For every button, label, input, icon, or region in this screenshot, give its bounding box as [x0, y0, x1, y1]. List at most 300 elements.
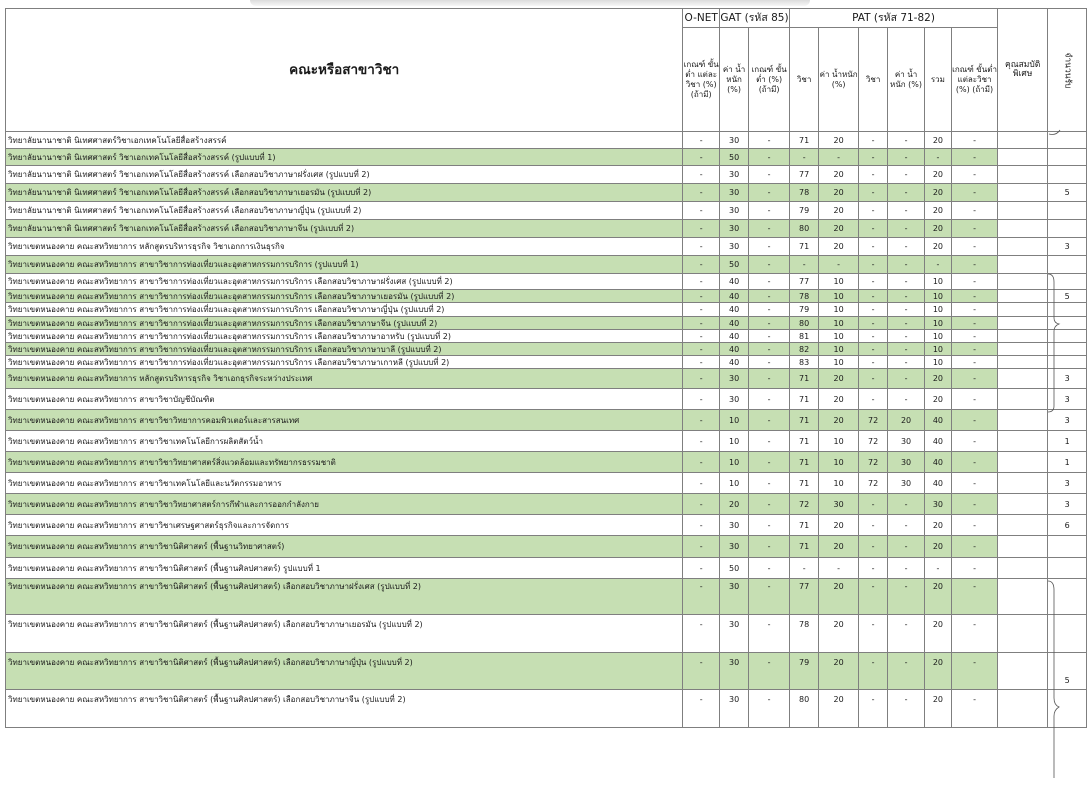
cell-gat-min[interactable]: -: [749, 290, 790, 303]
cell-gat-min[interactable]: -: [749, 184, 790, 202]
cell-pat-min[interactable]: -: [952, 410, 998, 431]
cell-pat-subject-1[interactable]: 71: [790, 410, 819, 431]
cell-pat-weight-1[interactable]: 10: [819, 330, 859, 343]
cell-seats[interactable]: [1048, 690, 1087, 728]
cell-onet-min[interactable]: -: [683, 615, 720, 653]
cell-seats[interactable]: [1048, 615, 1087, 653]
cell-seats[interactable]: [1048, 202, 1087, 220]
cell-gat-min[interactable]: -: [749, 579, 790, 615]
cell-gat-min[interactable]: -: [749, 431, 790, 452]
cell-special[interactable]: [998, 303, 1048, 317]
cell-gat-weight[interactable]: 30: [719, 166, 748, 184]
cell-pat-min[interactable]: -: [952, 515, 998, 536]
cell-onet-min[interactable]: -: [683, 356, 720, 369]
cell-special[interactable]: [998, 290, 1048, 303]
cell-seats[interactable]: [1048, 274, 1087, 290]
cell-gat-weight[interactable]: 40: [719, 317, 748, 330]
cell-gat-min[interactable]: -: [749, 615, 790, 653]
cell-pat-subject-1[interactable]: 78: [790, 290, 819, 303]
cell-gat-weight[interactable]: 40: [719, 274, 748, 290]
cell-pat-total[interactable]: -: [924, 149, 951, 166]
cell-onet-min[interactable]: -: [683, 536, 720, 558]
cell-pat-subject-1[interactable]: -: [790, 558, 819, 579]
cell-pat-total[interactable]: 20: [924, 132, 951, 149]
cell-pat-min[interactable]: -: [952, 473, 998, 494]
cell-pat-subject-2[interactable]: -: [858, 579, 887, 615]
cell-pat-subject-2[interactable]: -: [858, 389, 887, 410]
cell-pat-subject-2[interactable]: -: [858, 494, 887, 515]
cell-onet-min[interactable]: -: [683, 184, 720, 202]
cell-pat-subject-1[interactable]: 78: [790, 615, 819, 653]
cell-special[interactable]: [998, 220, 1048, 238]
cell-pat-total[interactable]: 40: [924, 410, 951, 431]
cell-pat-total[interactable]: 10: [924, 290, 951, 303]
cell-special[interactable]: [998, 149, 1048, 166]
cell-pat-weight-1[interactable]: 20: [819, 536, 859, 558]
cell-gat-min[interactable]: -: [749, 256, 790, 274]
cell-pat-subject-1[interactable]: 71: [790, 473, 819, 494]
cell-pat-subject-1[interactable]: 72: [790, 494, 819, 515]
cell-onet-min[interactable]: -: [683, 166, 720, 184]
cell-gat-weight[interactable]: 30: [719, 536, 748, 558]
cell-pat-subject-2[interactable]: 72: [858, 431, 887, 452]
cell-pat-total[interactable]: 20: [924, 220, 951, 238]
cell-pat-total[interactable]: 20: [924, 690, 951, 728]
cell-special[interactable]: [998, 536, 1048, 558]
cell-pat-subject-2[interactable]: -: [858, 653, 887, 690]
cell-gat-min[interactable]: -: [749, 303, 790, 317]
cell-pat-total[interactable]: 20: [924, 238, 951, 256]
cell-pat-weight-1[interactable]: 20: [819, 653, 859, 690]
cell-gat-weight[interactable]: 40: [719, 303, 748, 317]
cell-pat-weight-2[interactable]: -: [888, 615, 925, 653]
cell-gat-min[interactable]: -: [749, 558, 790, 579]
cell-special[interactable]: [998, 452, 1048, 473]
cell-pat-min[interactable]: -: [952, 343, 998, 356]
cell-special[interactable]: [998, 343, 1048, 356]
cell-pat-weight-2[interactable]: 20: [888, 410, 925, 431]
cell-seats[interactable]: [1048, 132, 1087, 149]
cell-seats[interactable]: 6: [1048, 515, 1087, 536]
cell-pat-subject-2[interactable]: -: [858, 356, 887, 369]
cell-pat-weight-2[interactable]: -: [888, 166, 925, 184]
cell-gat-weight[interactable]: 30: [719, 690, 748, 728]
cell-name[interactable]: วิทยาเขตหนองคาย คณะสหวิทยาการ สาขาวิชาการท่องเที่ยวและอุตสาหกรรมการบริการ เลือกสอบวิชาภาษาเกาหลี (รูปแบบที่ 2): [6, 356, 683, 369]
cell-name[interactable]: วิทยาเขตหนองคาย คณะสหวิทยาการ สาขาวิชานิติศาสตร์ (พื้นฐานวิทยาศาสตร์): [6, 536, 683, 558]
cell-onet-min[interactable]: -: [683, 317, 720, 330]
cell-onet-min[interactable]: -: [683, 238, 720, 256]
cell-gat-min[interactable]: -: [749, 515, 790, 536]
cell-special[interactable]: [998, 389, 1048, 410]
cell-pat-weight-2[interactable]: -: [888, 202, 925, 220]
cell-name[interactable]: วิทยาเขตหนองคาย คณะสหวิทยาการ สาขาวิชานิติศาสตร์ (พื้นฐานศิลปศาสตร์) เลือกสอบวิชาภาษาญี่ปุ่น (รูปแบบที่ 2): [6, 653, 683, 690]
cell-name[interactable]: วิทยาเขตหนองคาย คณะสหวิทยาการ สาขาวิชาเทคโนโลยีการผลิตสัตว์น้ำ: [6, 431, 683, 452]
cell-name[interactable]: วิทยาเขตหนองคาย คณะสหวิทยาการ สาขาวิชาการท่องเที่ยวและอุตสาหกรรมการบริการ เลือกสอบวิชาภาษาญี่ปุ่น (รูปแบบที่ 2): [6, 303, 683, 317]
cell-pat-subject-1[interactable]: 80: [790, 317, 819, 330]
cell-gat-min[interactable]: -: [749, 452, 790, 473]
cell-pat-subject-2[interactable]: -: [858, 238, 887, 256]
cell-seats[interactable]: 3: [1048, 410, 1087, 431]
cell-pat-total[interactable]: 20: [924, 536, 951, 558]
cell-pat-subject-1[interactable]: 78: [790, 184, 819, 202]
cell-pat-total[interactable]: 20: [924, 389, 951, 410]
cell-special[interactable]: [998, 184, 1048, 202]
cell-onet-min[interactable]: -: [683, 410, 720, 431]
cell-pat-min[interactable]: -: [952, 290, 998, 303]
cell-pat-weight-2[interactable]: 30: [888, 452, 925, 473]
cell-pat-subject-2[interactable]: -: [858, 274, 887, 290]
cell-gat-weight[interactable]: 30: [719, 389, 748, 410]
cell-gat-weight[interactable]: 30: [719, 184, 748, 202]
cell-pat-subject-2[interactable]: 72: [858, 410, 887, 431]
cell-name[interactable]: วิทยาเขตหนองคาย คณะสหวิทยาการ สาขาวิชาวิทยาการคอมพิวเตอร์และสารสนเทศ: [6, 410, 683, 431]
cell-onet-min[interactable]: -: [683, 290, 720, 303]
cell-gat-weight[interactable]: 50: [719, 256, 748, 274]
cell-pat-subject-1[interactable]: 79: [790, 303, 819, 317]
cell-pat-total[interactable]: 20: [924, 369, 951, 389]
cell-pat-weight-1[interactable]: 20: [819, 615, 859, 653]
cell-pat-subject-2[interactable]: 72: [858, 473, 887, 494]
cell-pat-weight-1[interactable]: 20: [819, 579, 859, 615]
cell-pat-subject-2[interactable]: -: [858, 220, 887, 238]
cell-pat-subject-2[interactable]: -: [858, 303, 887, 317]
cell-pat-min[interactable]: -: [952, 303, 998, 317]
cell-pat-min[interactable]: -: [952, 690, 998, 728]
cell-name[interactable]: วิทยาเขตหนองคาย คณะสหวิทยาการ สาขาวิชาเทคโนโลยีและนวัตกรรมอาหาร: [6, 473, 683, 494]
cell-gat-weight[interactable]: 30: [719, 238, 748, 256]
cell-gat-min[interactable]: -: [749, 356, 790, 369]
cell-pat-subject-2[interactable]: -: [858, 369, 887, 389]
cell-gat-weight[interactable]: 10: [719, 452, 748, 473]
cell-pat-subject-2[interactable]: -: [858, 202, 887, 220]
cell-pat-total[interactable]: 20: [924, 202, 951, 220]
cell-pat-weight-1[interactable]: 10: [819, 356, 859, 369]
cell-pat-weight-1[interactable]: 20: [819, 220, 859, 238]
cell-pat-weight-2[interactable]: -: [888, 558, 925, 579]
cell-pat-total[interactable]: 20: [924, 515, 951, 536]
cell-pat-min[interactable]: -: [952, 238, 998, 256]
cell-special[interactable]: [998, 330, 1048, 343]
cell-pat-weight-1[interactable]: 20: [819, 166, 859, 184]
cell-pat-subject-1[interactable]: 77: [790, 166, 819, 184]
cell-pat-subject-2[interactable]: -: [858, 184, 887, 202]
cell-gat-min[interactable]: -: [749, 202, 790, 220]
cell-pat-subject-1[interactable]: 81: [790, 330, 819, 343]
cell-pat-total[interactable]: 10: [924, 356, 951, 369]
cell-pat-weight-2[interactable]: 30: [888, 431, 925, 452]
cell-gat-min[interactable]: -: [749, 389, 790, 410]
cell-gat-min[interactable]: -: [749, 410, 790, 431]
cell-name[interactable]: วิทยาเขตหนองคาย คณะสหวิทยาการ หลักสูตรบริหารธุรกิจ วิชาเอกธุรกิจระหว่างประเทศ: [6, 369, 683, 389]
cell-name[interactable]: วิทยาเขตหนองคาย คณะสหวิทยาการ สาขาวิชาบัญชีบัณฑิต: [6, 389, 683, 410]
cell-pat-subject-2[interactable]: -: [858, 132, 887, 149]
cell-onet-min[interactable]: -: [683, 274, 720, 290]
cell-seats[interactable]: 1: [1048, 431, 1087, 452]
cell-gat-min[interactable]: -: [749, 220, 790, 238]
cell-pat-min[interactable]: -: [952, 149, 998, 166]
cell-pat-subject-1[interactable]: 80: [790, 690, 819, 728]
cell-pat-weight-2[interactable]: -: [888, 290, 925, 303]
cell-pat-subject-1[interactable]: 80: [790, 220, 819, 238]
cell-pat-min[interactable]: -: [952, 558, 998, 579]
cell-name[interactable]: วิทยาเขตหนองคาย คณะสหวิทยาการ สาขาวิชาเศรษฐศาสตร์ธุรกิจและการจัดการ: [6, 515, 683, 536]
cell-pat-weight-1[interactable]: 20: [819, 369, 859, 389]
cell-name[interactable]: วิทยาลัยนานาชาติ นิเทศศาสตร์ วิชาเอกเทคโนโลยีสื่อสร้างสรรค์ เลือกสอบวิชาภาษาจีน (รูปแบบที่ 2): [6, 220, 683, 238]
cell-seats[interactable]: [1048, 356, 1087, 369]
cell-gat-min[interactable]: -: [749, 166, 790, 184]
cell-pat-min[interactable]: -: [952, 202, 998, 220]
cell-name[interactable]: วิทยาเขตหนองคาย คณะสหวิทยาการ สาขาวิชานิติศาสตร์ (พื้นฐานศิลปศาสตร์) เลือกสอบวิชาภาษาจีน (รูปแบบที่ 2): [6, 690, 683, 728]
cell-pat-subject-2[interactable]: -: [858, 515, 887, 536]
cell-pat-total[interactable]: 20: [924, 184, 951, 202]
cell-pat-weight-1[interactable]: 10: [819, 343, 859, 356]
cell-pat-subject-1[interactable]: 79: [790, 202, 819, 220]
cell-pat-weight-1[interactable]: 10: [819, 290, 859, 303]
cell-name[interactable]: วิทยาลัยนานาชาติ นิเทศศาสตร์ วิชาเอกเทคโนโลยีสื่อสร้างสรรค์ (รูปแบบที่ 1): [6, 149, 683, 166]
cell-name[interactable]: วิทยาเขตหนองคาย คณะสหวิทยาการ สาขาวิชาการท่องเที่ยวและอุตสาหกรรมการบริการ เลือกสอบวิชาภาษาจีน (รูปแบบที่ 2): [6, 317, 683, 330]
cell-pat-subject-1[interactable]: 79: [790, 653, 819, 690]
cell-pat-weight-2[interactable]: -: [888, 238, 925, 256]
cell-pat-weight-2[interactable]: 30: [888, 473, 925, 494]
cell-pat-total[interactable]: -: [924, 558, 951, 579]
cell-pat-weight-1[interactable]: 20: [819, 238, 859, 256]
cell-gat-min[interactable]: -: [749, 132, 790, 149]
cell-onet-min[interactable]: -: [683, 132, 720, 149]
cell-pat-subject-2[interactable]: -: [858, 317, 887, 330]
cell-pat-weight-2[interactable]: -: [888, 515, 925, 536]
cell-name[interactable]: วิทยาเขตหนองคาย คณะสหวิทยาการ สาขาวิชานิติศาสตร์ (พื้นฐานศิลปศาสตร์) เลือกสอบวิชาภาษาฝรั่งเศส (รูปแบบที่ 2): [6, 579, 683, 615]
cell-pat-total[interactable]: 10: [924, 303, 951, 317]
cell-pat-weight-1[interactable]: 20: [819, 410, 859, 431]
cell-gat-min[interactable]: -: [749, 494, 790, 515]
cell-pat-weight-2[interactable]: -: [888, 536, 925, 558]
cell-special[interactable]: [998, 238, 1048, 256]
cell-pat-subject-1[interactable]: 71: [790, 369, 819, 389]
cell-gat-weight[interactable]: 10: [719, 431, 748, 452]
cell-pat-min[interactable]: -: [952, 274, 998, 290]
cell-gat-weight[interactable]: 50: [719, 558, 748, 579]
cell-pat-weight-1[interactable]: 20: [819, 515, 859, 536]
cell-special[interactable]: [998, 317, 1048, 330]
cell-seats[interactable]: 5: [1048, 184, 1087, 202]
cell-name[interactable]: วิทยาเขตหนองคาย คณะสหวิทยาการ สาขาวิชาการท่องเที่ยวและอุตสาหกรรมการบริการ เลือกสอบวิชาภาษาบาลี (รูปแบบที่ 2): [6, 343, 683, 356]
cell-onet-min[interactable]: -: [683, 431, 720, 452]
cell-pat-min[interactable]: -: [952, 615, 998, 653]
cell-pat-min[interactable]: -: [952, 317, 998, 330]
cell-pat-weight-2[interactable]: -: [888, 369, 925, 389]
cell-pat-min[interactable]: -: [952, 369, 998, 389]
cell-onet-min[interactable]: -: [683, 369, 720, 389]
cell-gat-min[interactable]: -: [749, 369, 790, 389]
cell-pat-subject-1[interactable]: 83: [790, 356, 819, 369]
cell-pat-min[interactable]: -: [952, 220, 998, 238]
cell-pat-weight-2[interactable]: -: [888, 274, 925, 290]
cell-special[interactable]: [998, 132, 1048, 149]
cell-special[interactable]: [998, 494, 1048, 515]
cell-pat-weight-1[interactable]: 20: [819, 184, 859, 202]
cell-pat-subject-1[interactable]: 82: [790, 343, 819, 356]
cell-pat-weight-1[interactable]: 10: [819, 317, 859, 330]
cell-pat-total[interactable]: 40: [924, 431, 951, 452]
cell-pat-weight-2[interactable]: -: [888, 149, 925, 166]
cell-special[interactable]: [998, 473, 1048, 494]
cell-pat-weight-2[interactable]: -: [888, 184, 925, 202]
cell-special[interactable]: [998, 256, 1048, 274]
cell-pat-weight-2[interactable]: -: [888, 494, 925, 515]
cell-pat-subject-1[interactable]: -: [790, 256, 819, 274]
cell-gat-min[interactable]: -: [749, 238, 790, 256]
cell-pat-min[interactable]: -: [952, 184, 998, 202]
cell-seats[interactable]: 3: [1048, 494, 1087, 515]
cell-pat-weight-2[interactable]: -: [888, 690, 925, 728]
cell-pat-subject-1[interactable]: 71: [790, 536, 819, 558]
cell-pat-subject-1[interactable]: 71: [790, 452, 819, 473]
cell-name[interactable]: วิทยาเขตหนองคาย คณะสหวิทยาการ สาขาวิชาการท่องเที่ยวและอุตสาหกรรมการบริการ เลือกสอบวิชาภาษาฝรั่งเศส (รูปแบบที่ 2): [6, 274, 683, 290]
cell-gat-weight[interactable]: 30: [719, 369, 748, 389]
cell-seats[interactable]: 5: [1048, 653, 1087, 690]
cell-pat-weight-1[interactable]: 10: [819, 473, 859, 494]
cell-name[interactable]: วิทยาลัยนานาชาติ นิเทศศาสตร์ วิชาเอกเทคโนโลยีสื่อสร้างสรรค์ เลือกสอบวิชาภาษาญี่ปุ่น (รูปแบบที่ 2): [6, 202, 683, 220]
cell-pat-subject-2[interactable]: -: [858, 149, 887, 166]
cell-pat-total[interactable]: 20: [924, 615, 951, 653]
cell-onet-min[interactable]: -: [683, 343, 720, 356]
cell-pat-min[interactable]: -: [952, 356, 998, 369]
cell-gat-weight[interactable]: 40: [719, 290, 748, 303]
cell-seats[interactable]: 1: [1048, 452, 1087, 473]
cell-pat-weight-2[interactable]: -: [888, 256, 925, 274]
cell-pat-weight-2[interactable]: -: [888, 356, 925, 369]
cell-pat-weight-1[interactable]: 20: [819, 132, 859, 149]
cell-seats[interactable]: [1048, 579, 1087, 615]
cell-pat-weight-1[interactable]: 30: [819, 494, 859, 515]
cell-onet-min[interactable]: -: [683, 494, 720, 515]
cell-pat-min[interactable]: -: [952, 452, 998, 473]
cell-gat-min[interactable]: -: [749, 149, 790, 166]
cell-gat-weight[interactable]: 30: [719, 202, 748, 220]
cell-gat-min[interactable]: -: [749, 536, 790, 558]
cell-gat-weight[interactable]: 40: [719, 356, 748, 369]
cell-name[interactable]: วิทยาเขตหนองคาย คณะสหวิทยาการ สาขาวิชาวิทยาศาสตร์สิ่งแวดล้อมและทรัพยากรธรรมชาติ: [6, 452, 683, 473]
cell-seats[interactable]: [1048, 149, 1087, 166]
cell-pat-subject-2[interactable]: -: [858, 343, 887, 356]
cell-gat-min[interactable]: -: [749, 690, 790, 728]
cell-special[interactable]: [998, 690, 1048, 728]
cell-pat-subject-1[interactable]: -: [790, 149, 819, 166]
cell-gat-min[interactable]: -: [749, 343, 790, 356]
cell-gat-min[interactable]: -: [749, 473, 790, 494]
cell-seats[interactable]: 3: [1048, 238, 1087, 256]
cell-pat-min[interactable]: -: [952, 536, 998, 558]
cell-seats[interactable]: [1048, 256, 1087, 274]
cell-pat-subject-2[interactable]: -: [858, 256, 887, 274]
cell-pat-weight-2[interactable]: -: [888, 330, 925, 343]
cell-special[interactable]: [998, 356, 1048, 369]
cell-pat-subject-2[interactable]: -: [858, 166, 887, 184]
cell-pat-min[interactable]: -: [952, 653, 998, 690]
cell-pat-weight-2[interactable]: -: [888, 132, 925, 149]
cell-special[interactable]: [998, 274, 1048, 290]
cell-pat-subject-1[interactable]: 71: [790, 515, 819, 536]
cell-gat-min[interactable]: -: [749, 330, 790, 343]
cell-special[interactable]: [998, 431, 1048, 452]
cell-special[interactable]: [998, 369, 1048, 389]
cell-pat-weight-2[interactable]: -: [888, 653, 925, 690]
cell-pat-weight-2[interactable]: -: [888, 220, 925, 238]
cell-pat-weight-2[interactable]: -: [888, 303, 925, 317]
cell-onet-min[interactable]: -: [683, 303, 720, 317]
cell-special[interactable]: [998, 653, 1048, 690]
cell-gat-weight[interactable]: 30: [719, 515, 748, 536]
cell-pat-min[interactable]: -: [952, 166, 998, 184]
cell-gat-weight[interactable]: 20: [719, 494, 748, 515]
cell-gat-weight[interactable]: 30: [719, 132, 748, 149]
cell-name[interactable]: วิทยาลัยนานาชาติ นิเทศศาสตร์ วิชาเอกเทคโนโลยีสื่อสร้างสรรค์ เลือกสอบวิชาภาษาเยอรมัน (รูปแบบที่ 2): [6, 184, 683, 202]
cell-pat-subject-2[interactable]: -: [858, 615, 887, 653]
cell-onet-min[interactable]: -: [683, 473, 720, 494]
cell-gat-weight[interactable]: 40: [719, 330, 748, 343]
cell-pat-total[interactable]: 30: [924, 494, 951, 515]
cell-seats[interactable]: 3: [1048, 473, 1087, 494]
cell-pat-weight-1[interactable]: -: [819, 149, 859, 166]
cell-pat-weight-1[interactable]: -: [819, 558, 859, 579]
cell-pat-min[interactable]: -: [952, 579, 998, 615]
cell-pat-total[interactable]: -: [924, 256, 951, 274]
cell-seats[interactable]: [1048, 317, 1087, 330]
cell-pat-subject-1[interactable]: 71: [790, 389, 819, 410]
cell-seats[interactable]: [1048, 330, 1087, 343]
cell-pat-weight-1[interactable]: 10: [819, 274, 859, 290]
cell-pat-weight-1[interactable]: -: [819, 256, 859, 274]
cell-gat-weight[interactable]: 30: [719, 615, 748, 653]
cell-pat-min[interactable]: -: [952, 431, 998, 452]
cell-gat-weight[interactable]: 50: [719, 149, 748, 166]
cell-pat-subject-2[interactable]: -: [858, 558, 887, 579]
cell-pat-total[interactable]: 40: [924, 452, 951, 473]
cell-pat-weight-2[interactable]: -: [888, 343, 925, 356]
cell-pat-weight-2[interactable]: -: [888, 389, 925, 410]
cell-seats[interactable]: [1048, 536, 1087, 558]
cell-special[interactable]: [998, 202, 1048, 220]
cell-name[interactable]: วิทยาเขตหนองคาย คณะสหวิทยาการ สาขาวิชาการท่องเที่ยวและอุตสาหกรรมการบริการ เลือกสอบวิชาภาษาอาหรับ (รูปแบบที่ 2): [6, 330, 683, 343]
cell-name[interactable]: วิทยาเขตหนองคาย คณะสหวิทยาการ สาขาวิชานิติศาสตร์ (พื้นฐานศิลปศาสตร์) เลือกสอบวิชาภาษาเยอรมัน (รูปแบบที่ 2): [6, 615, 683, 653]
cell-special[interactable]: [998, 558, 1048, 579]
cell-name[interactable]: วิทยาเขตหนองคาย คณะสหวิทยาการ สาขาวิชานิติศาสตร์ (พื้นฐานศิลปศาสตร์) รูปแบบที่ 1: [6, 558, 683, 579]
cell-gat-weight[interactable]: 10: [719, 473, 748, 494]
cell-seats[interactable]: 3: [1048, 389, 1087, 410]
cell-seats[interactable]: [1048, 166, 1087, 184]
cell-name[interactable]: วิทยาเขตหนองคาย คณะสหวิทยาการ สาขาวิชาวิทยาศาสตร์การกีฬาและการออกกำลังกาย: [6, 494, 683, 515]
cell-onet-min[interactable]: -: [683, 558, 720, 579]
cell-special[interactable]: [998, 579, 1048, 615]
cell-onet-min[interactable]: -: [683, 515, 720, 536]
cell-pat-subject-2[interactable]: -: [858, 330, 887, 343]
cell-name[interactable]: วิทยาเขตหนองคาย คณะสหวิทยาการ สาขาวิชาการท่องเที่ยวและอุตสาหกรรมการบริการ (รูปแบบที่ 1): [6, 256, 683, 274]
cell-special[interactable]: [998, 615, 1048, 653]
cell-gat-weight[interactable]: 40: [719, 343, 748, 356]
cell-gat-weight[interactable]: 30: [719, 653, 748, 690]
cell-onet-min[interactable]: -: [683, 452, 720, 473]
cell-seats[interactable]: 3: [1048, 369, 1087, 389]
cell-gat-weight[interactable]: 10: [719, 410, 748, 431]
cell-gat-min[interactable]: -: [749, 317, 790, 330]
cell-pat-total[interactable]: 10: [924, 317, 951, 330]
cell-onet-min[interactable]: -: [683, 149, 720, 166]
cell-pat-weight-1[interactable]: 20: [819, 690, 859, 728]
cell-name[interactable]: วิทยาเขตหนองคาย คณะสหวิทยาการ หลักสูตรบริหารธุรกิจ วิชาเอกการเงินธุรกิจ: [6, 238, 683, 256]
cell-pat-total[interactable]: 10: [924, 274, 951, 290]
cell-onet-min[interactable]: -: [683, 256, 720, 274]
cell-onet-min[interactable]: -: [683, 389, 720, 410]
